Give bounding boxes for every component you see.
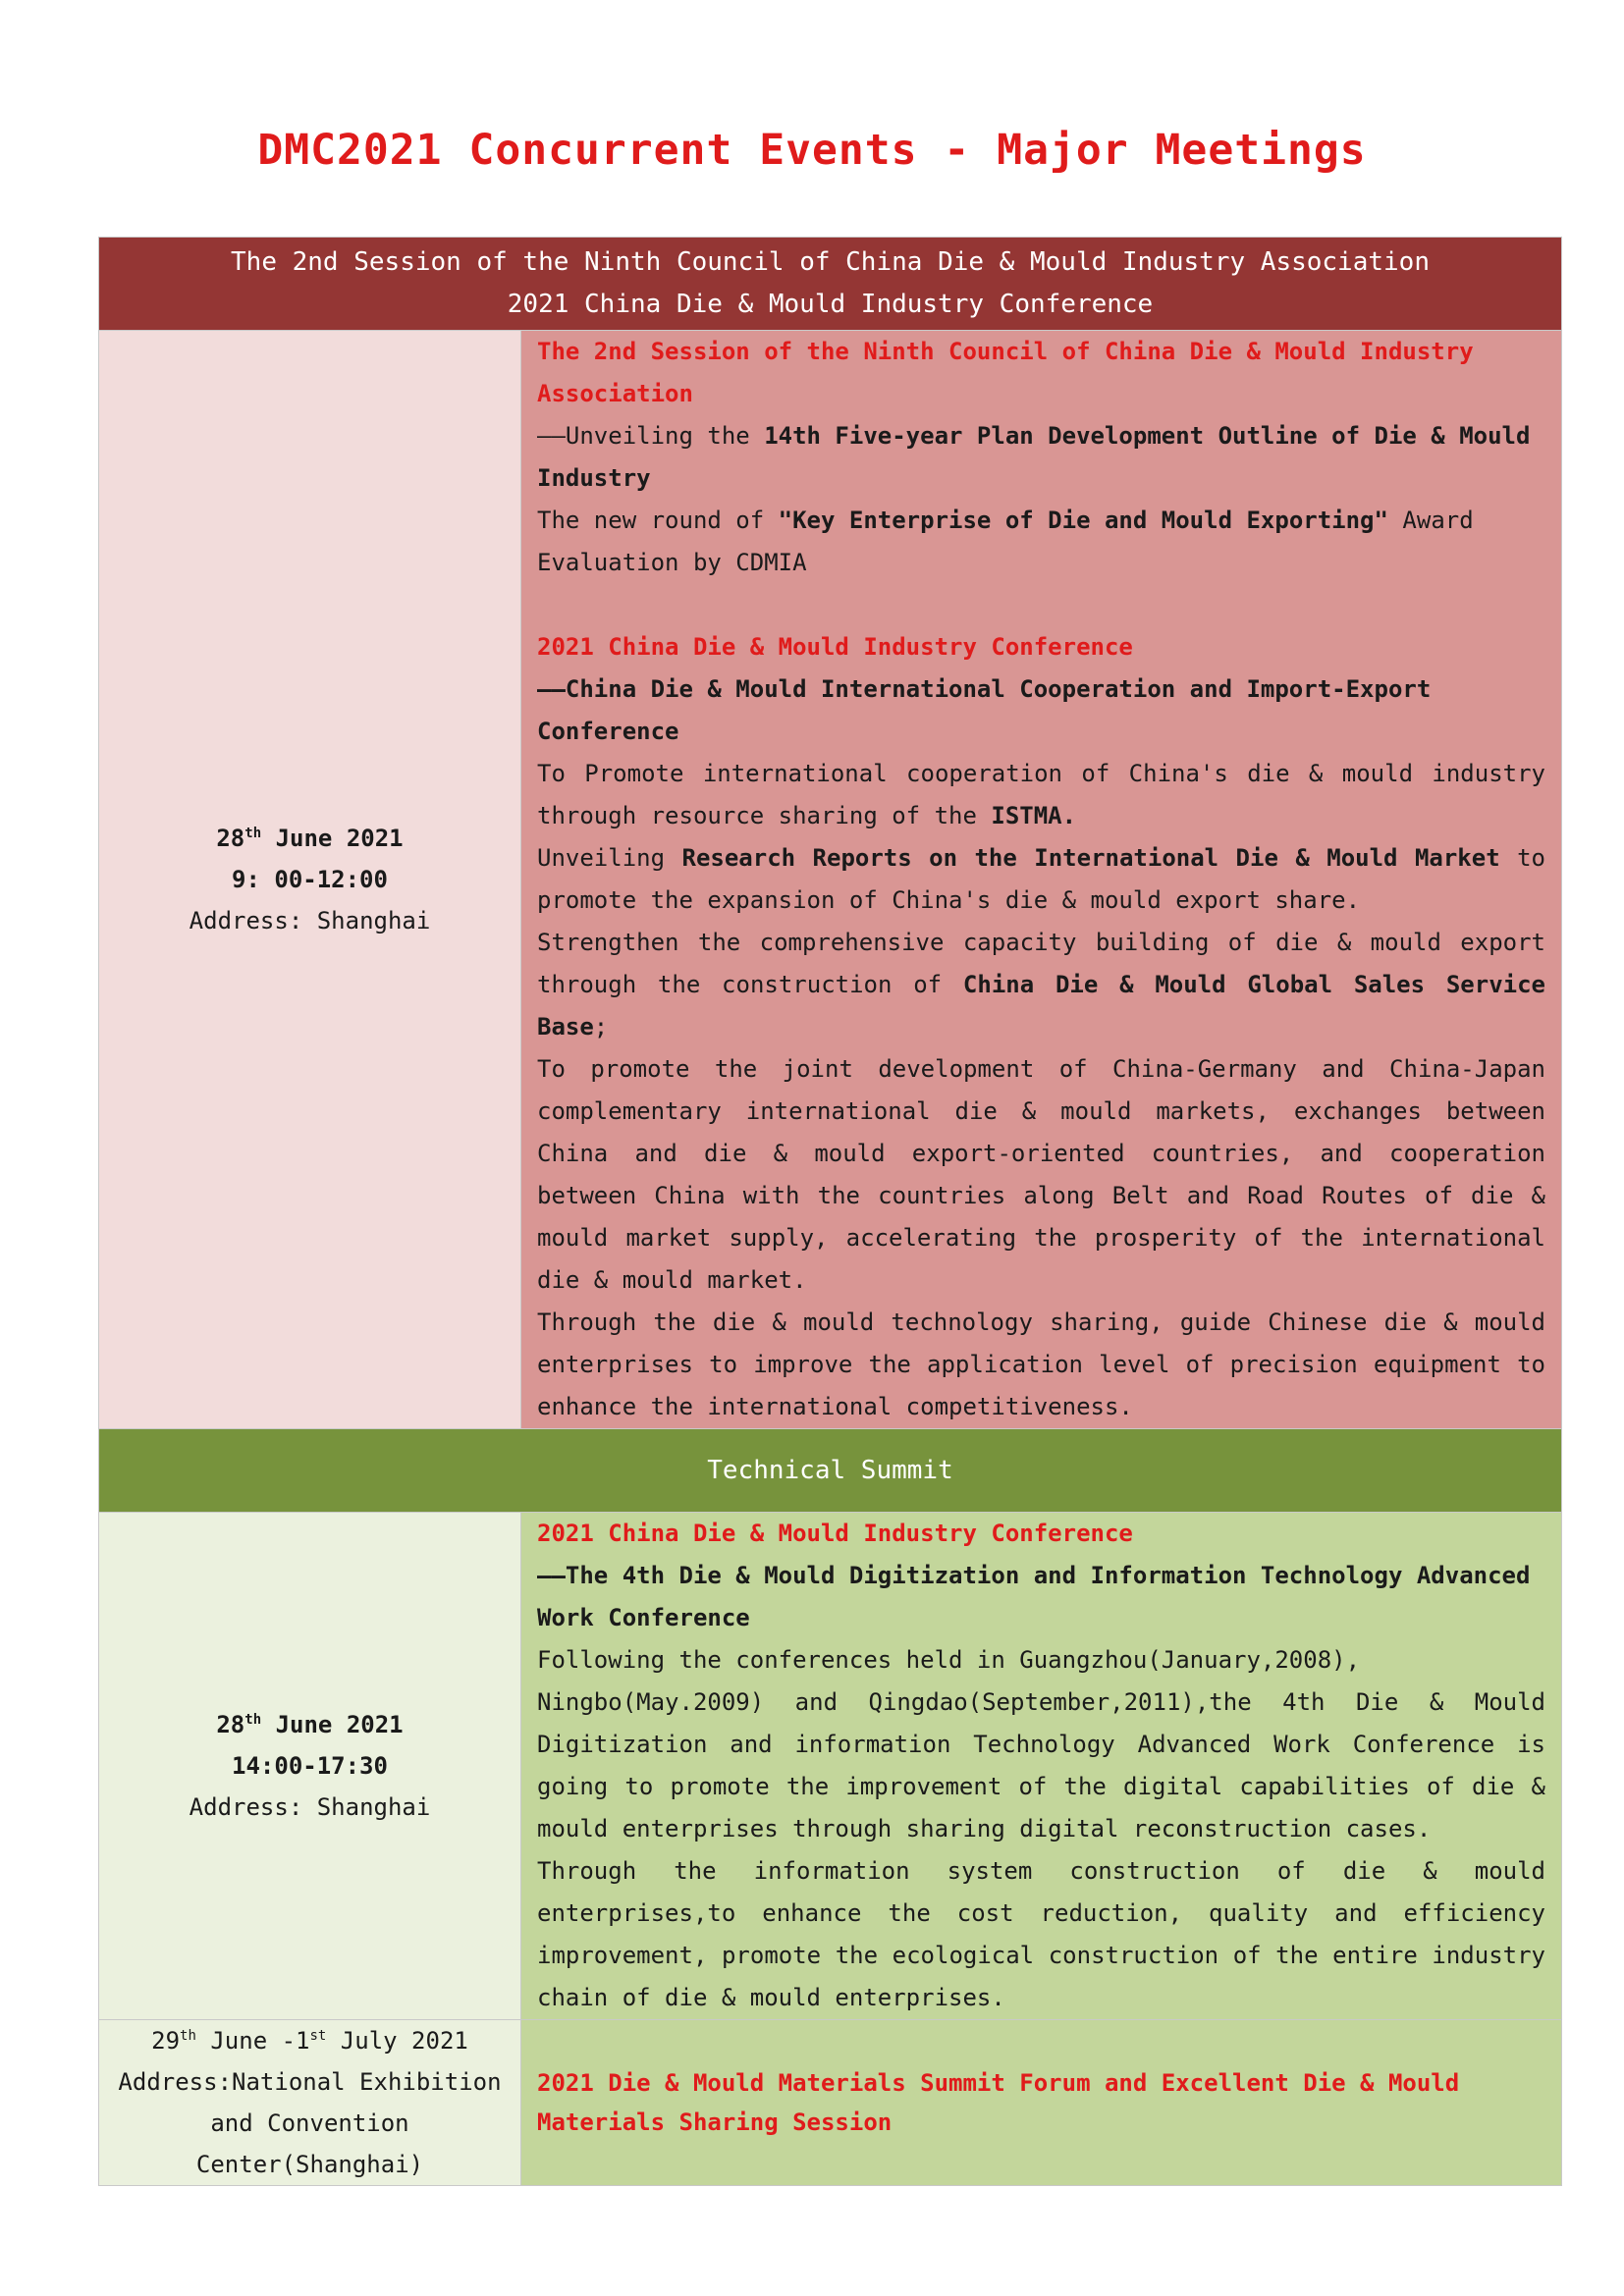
row3-address-line2: and Convention: [210, 2109, 409, 2137]
section1-content: [521, 331, 1562, 1429]
events-table: [98, 237, 1562, 2186]
section1-time: 9: 00-12:00: [232, 866, 388, 893]
block2-paragraph-1: To Promote international cooperation of China's die & mould industry through resource sharing of the ISTMA.: [537, 760, 1545, 829]
section2-paragraph-2: Through the information system construction of die & mould enterprises,to enhance the cost reduction, quality and efficiency improvement, promote the ecological construction of the entire industry chain of die & mould enterprises.: [537, 1857, 1545, 2011]
section1-header-line1: The 2nd Session of the Ninth Council of China Die & Mould Industry Association: [231, 247, 1430, 277]
section2-content: [521, 1513, 1562, 2020]
block1-line2: The new round of "Key Enterprise of Die and Mould Exporting" Award Evaluation by CDMIA: [537, 507, 1474, 576]
section1-header: [99, 238, 1562, 331]
block2-paragraph-5: Through the die & mould technology sharing, guide Chinese die & mould enterprises to improve the application level of precision equipment to enhance the international competitiveness.: [537, 1308, 1545, 1420]
section1-date: 28th June 2021: [216, 825, 404, 852]
row3-title: 2021 Die & Mould Materials Summit Forum and Excellent Die & Mould Materials Sharing Session: [537, 2069, 1460, 2136]
section2-block-title: 2021 China Die & Mould Industry Conference: [537, 1520, 1133, 1547]
row3-date: 29th June -1st July 2021: [151, 2027, 468, 2055]
section2-paragraph-1b: Ningbo(May.2009) and Qingdao(September,2011),the 4th Die & Mould Digitization and information Technology Advanced Work Conference is going to promote the improvement of the digital capabilities of die & mould enterprises through sharing digital reconstruction cases.: [537, 1688, 1545, 1842]
block1-title: The 2nd Session of the Ninth Council of China Die & Mould Industry Association: [537, 338, 1474, 407]
section1-address: Address: Shanghai: [189, 907, 431, 934]
row3-address-line3: Center(Shanghai): [195, 2151, 424, 2178]
block2-title: 2021 China Die & Mould Industry Conference: [537, 633, 1133, 661]
section2-time: 14:00-17:30: [232, 1752, 388, 1780]
section2-paragraph-1a: Following the conferences held in Guangzhou(January,2008),: [537, 1646, 1361, 1674]
block2-subtitle: ——China Die & Mould International Cooperation and Import-Export Conference: [537, 675, 1432, 745]
section1-schedule: [99, 331, 521, 1429]
page-title: DMC2021 Concurrent Events - Major Meetings: [257, 126, 1367, 175]
section2-row3-schedule: [99, 2020, 521, 2186]
block2-paragraph-3: Strengthen the comprehensive capacity building of die & mould export through the construction of China Die & Mould Global Sales Service Base;: [537, 929, 1545, 1041]
section2-header: Technical Summit: [99, 1429, 1562, 1513]
block2-paragraph-2: Unveiling Research Reports on the International Die & Mould Market to promote the expansion of China's die & mould export share.: [537, 844, 1546, 914]
section2-date: 28th June 2021: [216, 1711, 404, 1738]
section1-header-line2: 2021 China Die & Mould Industry Conference: [507, 290, 1154, 319]
section2-row3-content: [521, 2020, 1562, 2186]
row3-address-line1: Address:National Exhibition: [118, 2068, 502, 2096]
section2-block-subtitle: ——The 4th Die & Mould Digitization and Information Technology Advanced Work Conference: [537, 1562, 1531, 1631]
block1-line1: ——Unveiling the 14th Five-year Plan Development Outline of Die & Mould Industry: [537, 422, 1531, 492]
section2-address: Address: Shanghai: [189, 1793, 431, 1821]
section2-schedule: [99, 1513, 521, 2020]
block2-paragraph-4: To promote the joint development of China-Germany and China-Japan complementary international die & mould markets, exchanges between China and die & mould export-oriented countries, and cooperation between China with the countries along Belt and Road Routes of die & mould market supply, accelerating the prosperity of the international die & mould market.: [537, 1055, 1545, 1294]
